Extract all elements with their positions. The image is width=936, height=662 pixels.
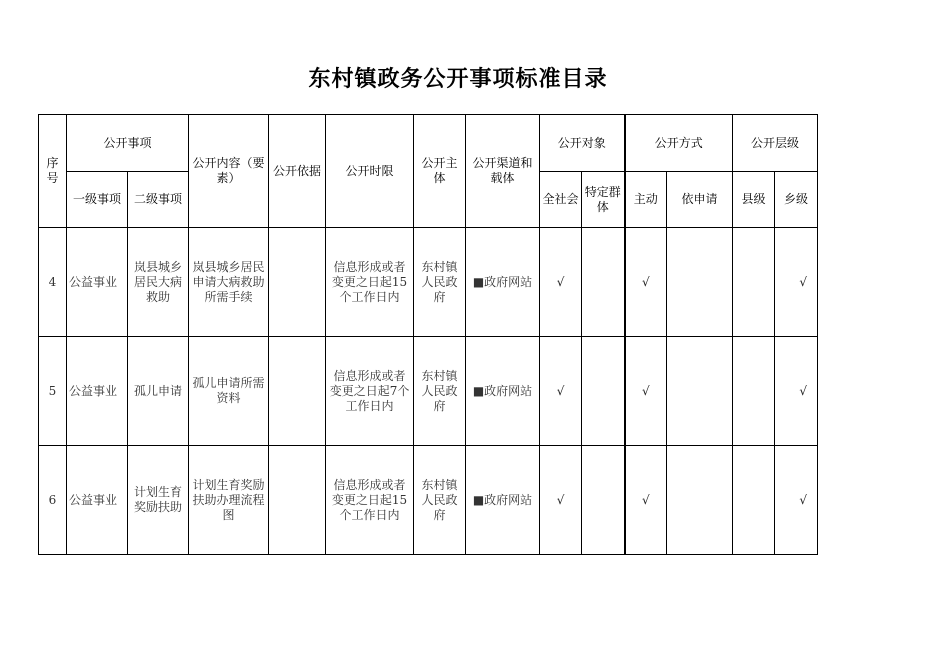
header-channel: 公开渠道和载体 xyxy=(466,115,540,228)
cell-level1: 公益事业 xyxy=(67,446,128,555)
cell-channel: ■政府网站 xyxy=(466,337,540,446)
cell-content: 孤儿申请所需资料 xyxy=(189,337,269,446)
cell-target-all: √ xyxy=(540,337,582,446)
header-subject: 公开主体 xyxy=(414,115,466,228)
header-method: 公开方式 xyxy=(625,115,733,172)
cell-method-request xyxy=(667,228,733,337)
table-row xyxy=(39,228,818,337)
cell-level-town: √ xyxy=(775,446,818,555)
header-target-all: 全社会 xyxy=(540,172,582,228)
cell-level2: 计划生育奖励扶助 xyxy=(128,446,189,555)
header-method-active: 主动 xyxy=(625,172,667,228)
table-row xyxy=(39,337,818,446)
cell-subject: 东村镇人民政府 xyxy=(414,228,466,337)
cell-level-town: √ xyxy=(775,337,818,446)
header-level-county: 县级 xyxy=(733,172,775,228)
cell-level1: 公益事业 xyxy=(67,337,128,446)
header-target-specific: 特定群体 xyxy=(582,172,625,228)
cell-method-active: √ xyxy=(625,337,667,446)
header-level-town: 乡级 xyxy=(775,172,818,228)
cell-subject: 东村镇人民政府 xyxy=(414,337,466,446)
cell-target-all: √ xyxy=(540,228,582,337)
cell-method-active: √ xyxy=(625,228,667,337)
header-content: 公开内容（要素） xyxy=(189,115,269,228)
cell-target-specific xyxy=(582,446,625,555)
cell-level-county xyxy=(733,228,775,337)
cell-method-active: √ xyxy=(625,446,667,555)
cell-seq: 4 xyxy=(39,228,67,337)
header-row-1 xyxy=(39,115,818,172)
cell-time-limit: 信息形成或者变更之日起7个工作日内 xyxy=(326,337,414,446)
header-method-request: 依申请 xyxy=(667,172,733,228)
cell-content: 岚县城乡居民申请大病救助所需手续 xyxy=(189,228,269,337)
header-level1: 一级事项 xyxy=(67,172,128,228)
cell-target-specific xyxy=(582,337,625,446)
cell-method-request xyxy=(667,446,733,555)
header-matter: 公开事项 xyxy=(67,115,189,172)
cell-seq: 6 xyxy=(39,446,67,555)
cell-method-request xyxy=(667,337,733,446)
header-level: 公开层级 xyxy=(733,115,818,172)
catalog-table xyxy=(38,114,818,555)
header-target: 公开对象 xyxy=(540,115,625,172)
cell-level-county xyxy=(733,446,775,555)
header-level2: 二级事项 xyxy=(128,172,189,228)
header-basis: 公开依据 xyxy=(269,115,326,228)
cell-target-specific xyxy=(582,228,625,337)
cell-target-all: √ xyxy=(540,446,582,555)
cell-level1: 公益事业 xyxy=(67,228,128,337)
cell-time-limit: 信息形成或者变更之日起15个工作日内 xyxy=(326,228,414,337)
cell-level-county xyxy=(733,337,775,446)
table-row xyxy=(39,446,818,555)
cell-basis xyxy=(269,228,326,337)
cell-basis xyxy=(269,446,326,555)
cell-time-limit: 信息形成或者变更之日起15个工作日内 xyxy=(326,446,414,555)
cell-channel: ■政府网站 xyxy=(466,228,540,337)
cell-channel: ■政府网站 xyxy=(466,446,540,555)
cell-level2: 岚县城乡居民大病救助 xyxy=(128,228,189,337)
cell-level-town: √ xyxy=(775,228,818,337)
header-time-limit: 公开时限 xyxy=(326,115,414,228)
cell-content: 计划生育奖励扶助办理流程图 xyxy=(189,446,269,555)
cell-basis xyxy=(269,337,326,446)
cell-seq: 5 xyxy=(39,337,67,446)
header-seq: 序号 xyxy=(39,115,67,228)
page-title: 东村镇政务公开事项标准目录 xyxy=(308,67,608,92)
cell-level2: 孤儿申请 xyxy=(128,337,189,446)
cell-subject: 东村镇人民政府 xyxy=(414,446,466,555)
